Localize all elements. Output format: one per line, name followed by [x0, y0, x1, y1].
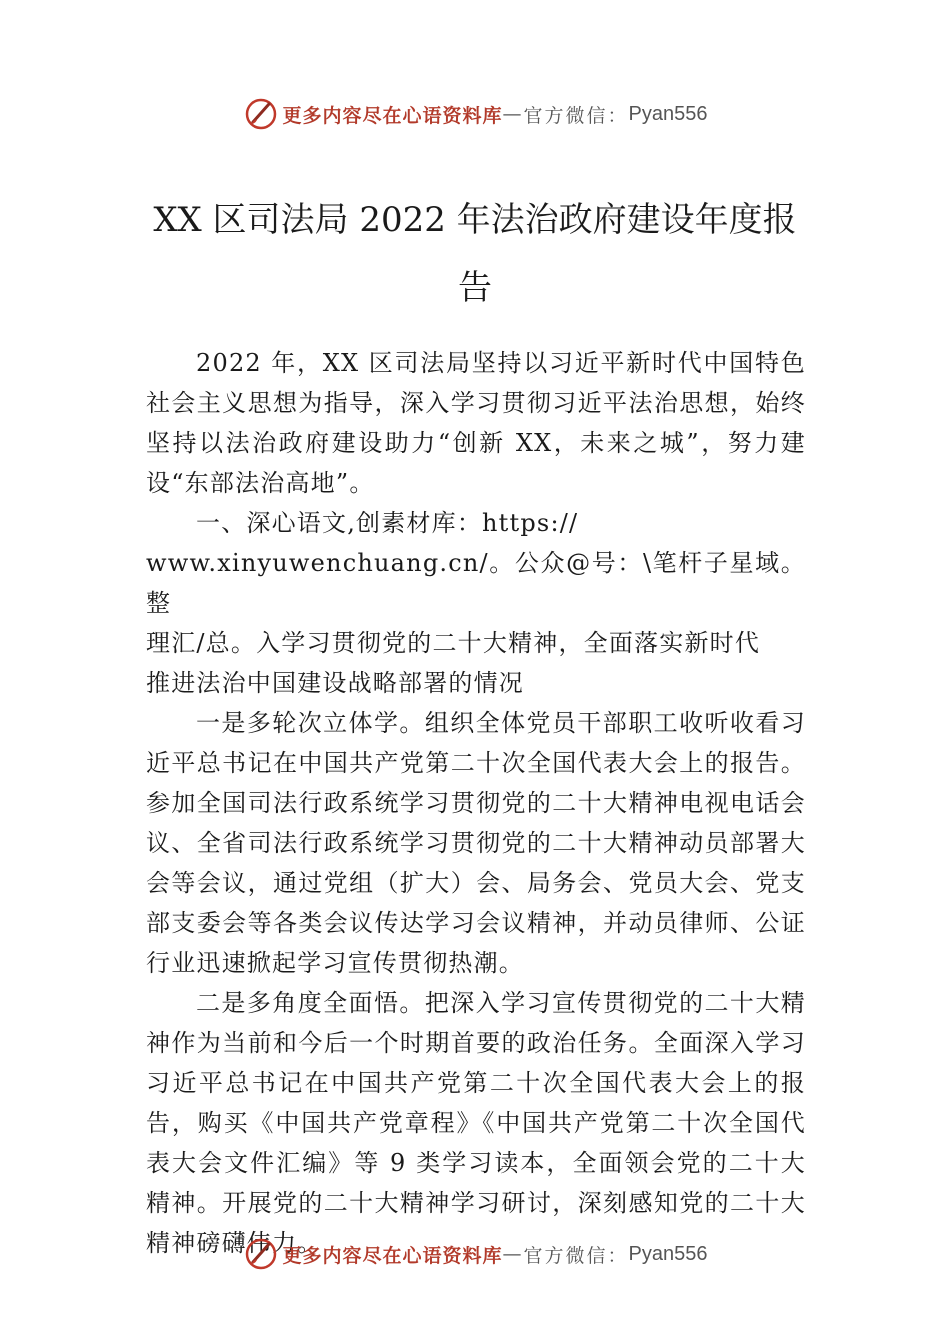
section1-line-3: 理汇/总。入学习贯彻党的二十大精神，全面落实新时代 — [146, 629, 761, 657]
section1-line-2: www.xinyuwenchuang.cn/。公众@号：\笔杆子星域。整 — [146, 549, 806, 617]
section1-line-1: 一、深心语文,创素材库：https:// — [196, 509, 579, 537]
brush-logo-icon — [243, 96, 279, 132]
document-body — [146, 343, 806, 1263]
paragraph-point-2: 二是多角度全面悟。把深入学习宣传贯彻党的二十大精神作为当前和今后一个时期首要的政治任务。全面深入学习习近平总书记在中国共产党第二十次全国代表大会上的报告，购买《中国共产党章程》《中国共产党第二十次全国代表大会文件汇编》等 9 类学习读本，全面领会党的二十大精神。开展党的二十大精神学习研讨，深刻感知党的二十大精神磅礴伟力。 — [146, 989, 806, 1257]
banner-red-text: 更多内容尽在心语资料库 — [282, 1244, 503, 1267]
footer-banner — [0, 1234, 950, 1274]
banner-dash: — — [502, 1243, 524, 1265]
document-title — [140, 186, 810, 322]
banner-wechat-id: Pyan556 — [628, 102, 708, 125]
title-line-2: 告 — [458, 268, 492, 308]
section1-line-4: 推进法治中国建设战略部署的情况 — [146, 669, 524, 697]
banner-dash: — — [502, 103, 524, 125]
paragraph-point-1: 一是多轮次立体学。组织全体党员干部职工收听收看习近平总书记在中国共产党第二十次全国代表大会上的报告。 参加全国司法行政系统学习贯彻党的二十大精神电视电话会议、全省司法行政系统学习贯彻党的二十大精神动员部署大会等会议，通过党组（扩大）会、局务会、党员大会、党支部支委会等各类会议传达学习会议精神，并动员律师、公证行业迅速掀起学习宣传贯彻热潮。 — [146, 709, 806, 977]
title-line-1: XX 区司法局 2022 年法治政府建设年度报 — [153, 200, 797, 240]
paragraph-intro: 2022 年，XX 区司法局坚持以习近平新时代中国特色社会主义思想为指导，深入学习贯彻习近平法治思想，始终坚持以法治政府建设助力“创新 XX，未来之城”，努力建设“东部法治高地”。 — [146, 349, 806, 497]
header-banner — [0, 94, 950, 134]
banner-red-text: 更多内容尽在心语资料库 — [282, 104, 503, 127]
banner-grey-text: 官方微信： — [523, 104, 629, 127]
brush-logo-icon — [243, 1236, 279, 1272]
banner-wechat-id: Pyan556 — [628, 1242, 708, 1265]
banner-grey-text: 官方微信： — [523, 1244, 629, 1267]
